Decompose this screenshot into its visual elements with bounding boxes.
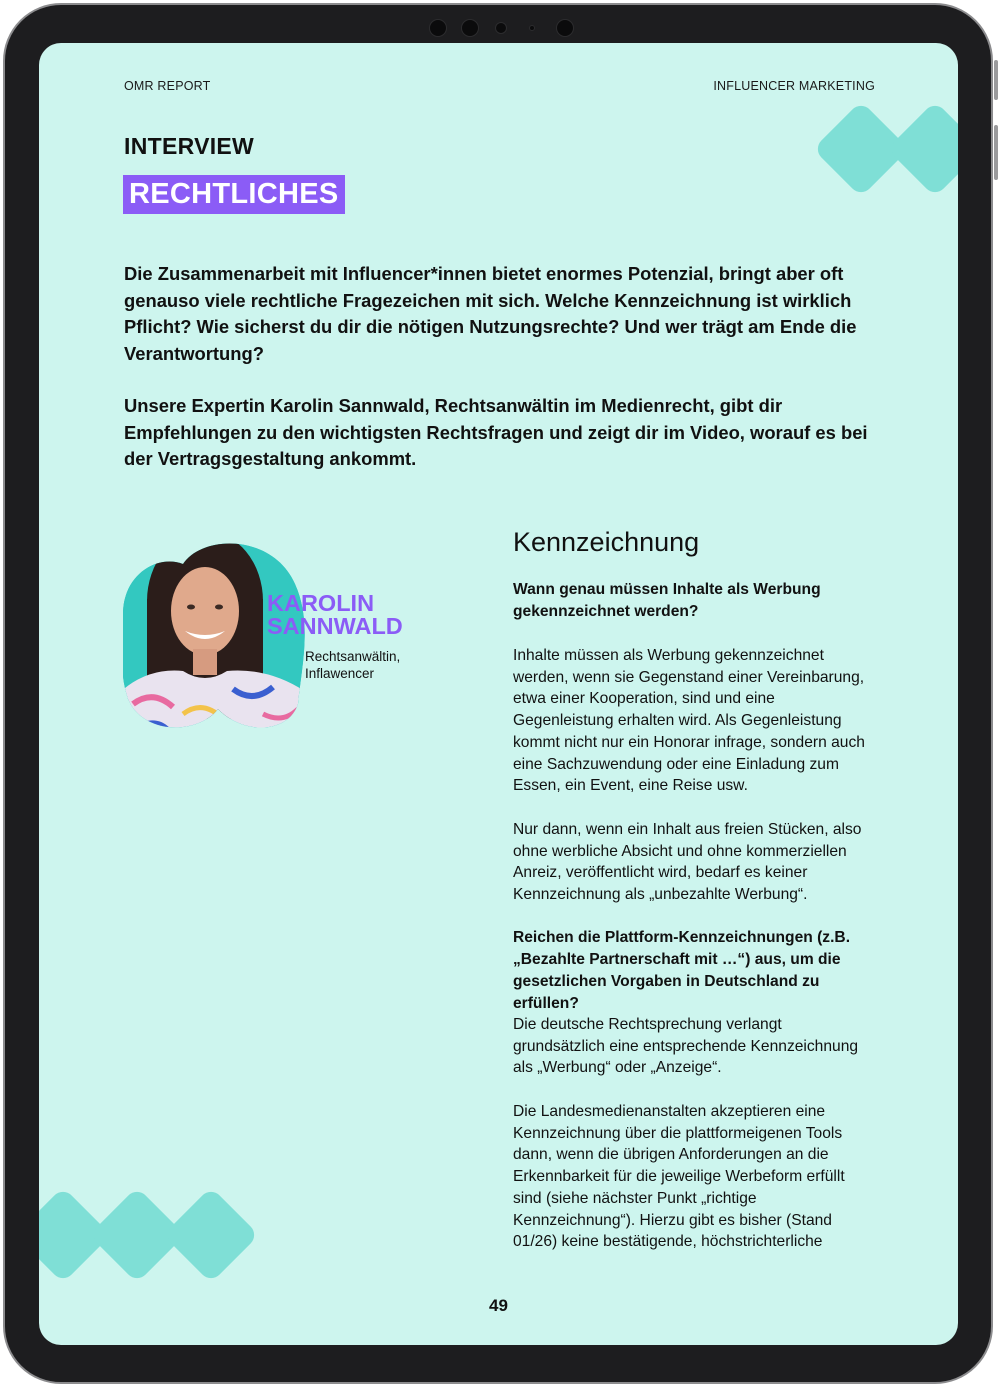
sensor-dot [556, 19, 574, 37]
intro-paragraph: Die Zusammenarbeit mit Influencer*innen bietet enormes Potenzial, bringt aber oft genauso viele rechtliche Fragezeichen mit sich. Welche Kennzeichnung ist wirklich Pflicht? Wie sicherst du dir die nötigen Nutzungsrechte? Und wer trägt am Ende die Verantwortung? [124, 263, 857, 364]
diamond-pattern-icon [813, 101, 958, 211]
answer-paragraph: Nur dann, wenn ein Inhalt aus freien Stücken, also ohne werbliche Absicht und ohne kommerziellen Anreiz, veröffentlicht wird, bedarf es keiner Kennzeichnung als „unbezahlte Werbung“. [513, 821, 862, 904]
eyebrow-title: INTERVIEW [124, 133, 255, 159]
expert-role-line: Rechtsanwältin, [305, 649, 401, 664]
section-label: INFLUENCER MARKETING [713, 79, 875, 93]
answer-paragraph: Inhalte müssen als Werbung gekennzeichnet werden, wenn sie Gegenstand einer Vereinbarung, etwa einer Kooperation, sind und eine Gegenleistung erhalten wird. Als Gegenleistung kommt nicht nur ein Honorar infrage, sondern auch eine Sachzuwendung oder eine Einladung zum Essen, ein Event, eine Reise usw. [513, 647, 865, 795]
intro-paragraph: Unsere Expertin Karolin Sannwald, Rechtsanwältin im Medienrecht, gibt dir Empfehlungen zu den wichtigsten Rechtsfragen und zeigt dir im Video, worauf es bei der Vertragsgestaltung ankommt. [124, 395, 868, 469]
sensor-dot [429, 19, 447, 37]
volume-button [994, 60, 998, 100]
expert-name [267, 592, 403, 638]
question-heading: Wann genau müssen Inhalte als Werbung gekennzeichnet werden? [513, 581, 821, 620]
camera-icon [495, 22, 507, 34]
expert-first-name: KAROLIN [267, 590, 375, 616]
question-heading: Reichen die Plattform-Kennzeichnungen (z.B. „Bezahlte Partnerschaft mit …“) aus, um die gesetzlichen Vorgaben in Deutschland zu erfüllen? [513, 929, 851, 1012]
expert-role [305, 648, 400, 682]
page-number: 49 [489, 1296, 508, 1315]
sensor-dot [461, 19, 479, 37]
answer-paragraph: Die deutsche Rechtsprechung verlangt grundsätzlich eine entsprechende Kennzeichnung als „Werbung“ oder „Anzeige“. [513, 1016, 859, 1077]
report-label: OMR REPORT [124, 79, 211, 93]
expert-last-name: SANNWALD [267, 613, 403, 639]
category-tag: RECHTLICHES [123, 175, 345, 214]
section-title: Kennzeichnung [513, 527, 700, 557]
page-screen [39, 43, 958, 1345]
diamond-pattern-icon [39, 1181, 289, 1291]
answer-paragraph: Die Landesmedienanstalten akzeptieren eine Kennzeichnung über die plattformeigenen Tools dann, wenn die übrigen Anforderungen an die Erkennbarkeit für die jeweilige Werbeform erfüllt sind (siehe nächster Punkt „richtige Kennzeichnung“). Hierzu gibt es bisher (Stand 01/26) keine bestätigende, höchstrichterliche [513, 1103, 845, 1251]
expert-role-line: Inflawencer [305, 666, 375, 681]
volume-button [994, 125, 998, 180]
sensor-dot [529, 25, 535, 31]
